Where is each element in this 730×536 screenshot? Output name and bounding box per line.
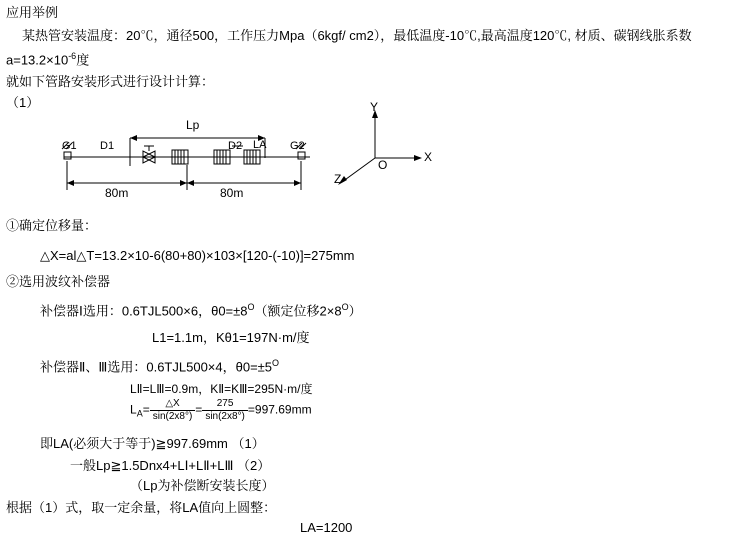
diagram-label-d1: D1	[100, 140, 115, 152]
lp-note-line: （Lp为补偿断安装长度）	[130, 478, 275, 493]
alpha-exponent: -6	[68, 51, 77, 61]
la-formula	[130, 398, 312, 422]
lp-constraint-line: 一般Lp≧1.5Dnx4+LⅠ+LⅡ+LⅢ （2）	[70, 458, 271, 473]
la-formula-denominator2: sin(2x8°)	[205, 410, 245, 422]
alpha-value-prefix: a=13.2×10	[6, 52, 69, 68]
axis-label-z: Z	[334, 172, 342, 186]
la-formula-result: =997.69mm	[247, 402, 312, 417]
la-formula-equals1: =	[142, 402, 150, 417]
page-title: 应用举例	[6, 5, 59, 20]
intro-paragraph-line2	[6, 51, 89, 69]
compensator1-spec-mid: （额定位移2×8	[254, 303, 342, 319]
compensator1-stiffness: L1=1.1m，Kθ1=197N·m/度	[152, 330, 310, 345]
closing-value: LA=1200	[300, 520, 353, 535]
la-formula-fraction1	[150, 398, 196, 422]
section2-line1	[40, 302, 362, 320]
la-formula-numerator1: △X	[150, 398, 196, 411]
intro-paragraph-line1: 某热管安装温度：20℃，通径500，工作压力Mpa（6kgf/ cm2），最低温度-10℃,最高温度120℃, 材质、碳钢线胀系数	[22, 28, 692, 43]
compensator1-spec-pre: 补偿器Ⅰ选用：0.6TJL500×6，θ0=±8	[40, 303, 248, 319]
compensator23-angle-sup: O	[272, 358, 280, 368]
alpha-value-suffix: 度	[76, 52, 90, 68]
section2-line3	[40, 358, 279, 376]
diagram-dimension-left: 80m	[105, 186, 129, 200]
compensator23-stiffness: LⅡ=LⅢ=0.9m，KⅡ=KⅢ=295N·m/度	[130, 382, 313, 396]
closing-line: 根据（1）式，取一定余量，将LA值向上圆整：	[6, 500, 277, 515]
diagram-label-d2: D2	[228, 140, 243, 152]
la-formula-denominator1: sin(2x8°)	[152, 410, 193, 422]
compensator1-spec-end: ）	[348, 303, 362, 319]
compensator1-angle-sup: O	[247, 302, 255, 312]
diagram-label-g1: G1	[62, 140, 77, 152]
axis-label-y: Y	[370, 100, 379, 114]
diagram-label-la: LA	[253, 139, 267, 151]
diagram-label-g2: G2	[290, 140, 305, 152]
la-formula-symbol: L	[130, 402, 137, 417]
la-constraint-line: 即LA(必须大于等于)≧997.69mm （1）	[40, 436, 265, 451]
la-formula-fraction2	[202, 398, 248, 422]
la-formula-equals2: =	[195, 402, 203, 417]
la-formula-numerator2: 275	[202, 398, 248, 411]
intro-paragraph2: 就如下管路安装形式进行设计计算：	[6, 74, 215, 89]
coordinate-axes	[320, 100, 440, 190]
section2-title: ②选用波纹补偿器	[6, 274, 111, 289]
section1-title: ①确定位移量：	[6, 218, 98, 233]
axis-label-origin: O	[378, 158, 388, 172]
diagram-label-lp: Lp	[186, 118, 200, 132]
compensator23-spec-pre: 补偿器Ⅱ、Ⅲ选用：0.6TJL500×4，θ0=±5	[40, 359, 273, 375]
axis-label-x: X	[424, 150, 433, 164]
diagram-dimension-right: 80m	[220, 186, 244, 200]
la-formula-subscript: A	[136, 408, 143, 419]
section1-formula: △X=al△T=13.2×10-6(80+80)×103×[120-(-10)]=275mm	[40, 248, 355, 263]
compensator1-angle-sup2: O	[341, 302, 349, 312]
item-number: （1）	[6, 95, 40, 110]
